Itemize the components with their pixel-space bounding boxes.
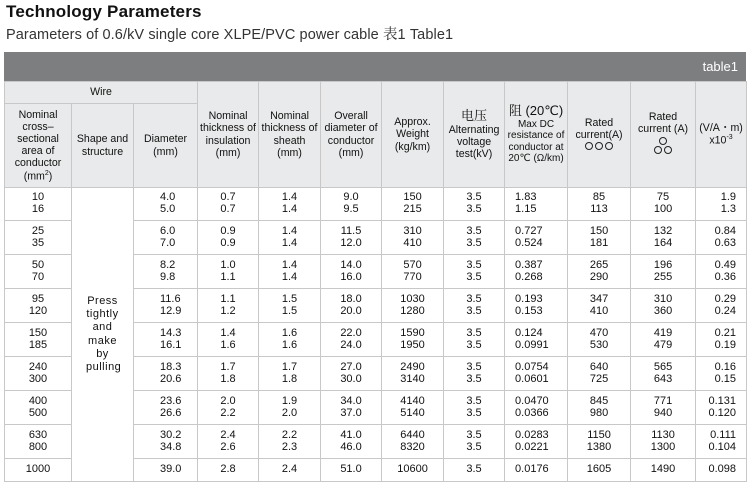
va-unit-label: (V/A・m) [699,122,743,135]
cell-diam: 8.2 9.8 [134,255,198,289]
cell-nom: 25 35 [5,221,72,255]
cell-nom: 95 120 [5,289,72,323]
cell-va: 1.9 1.3 [696,188,747,221]
cell-wt: 6440 8320 [382,425,444,459]
cell-cur1: 640 725 [568,357,631,391]
cell-diam: 4.0 5.0 [134,188,198,221]
cell-od: 11.5 12.0 [321,221,382,255]
cell-nom: 630 800 [5,425,72,459]
rated-current-1-label: Rated current(A) [575,117,623,142]
cell-sh: 1.5 1.5 [259,289,321,323]
cell-vt: 3.5 3.5 [444,391,505,425]
cell-cur2: 771 940 [631,391,696,425]
cell-sh: 1.6 1.6 [259,323,321,357]
cross-section-header: Nominal cross–sectional area of conductor $(mm^2)$ [5,104,72,188]
cell-diam: 23.6 26.6 [134,391,198,425]
cell-dc: 1.83 1.15 [505,188,568,221]
cell-od: 51.0 [321,459,382,482]
cell-cur1: 1605 [568,459,631,482]
cell-wt: 1590 1950 [382,323,444,357]
cell-ins: 2.4 2.6 [198,425,259,459]
cell-cur2: 1490 [631,459,696,482]
cell-nom: 10 16 [5,188,72,221]
va-unit-header [696,82,747,188]
table-row [5,188,747,221]
cell-vt: 3.5 [444,459,505,482]
cell-dc: 0.0176 [505,459,568,482]
cell-diam: 18.3 20.6 [134,357,198,391]
cell-dc: 0.387 0.268 [505,255,568,289]
cell-wt: 1030 1280 [382,289,444,323]
cell-dc: 0.193 0.153 [505,289,568,323]
resistance-cn-label: 阻 (20℃) [508,103,564,119]
cell-ins: 1.1 1.2 [198,289,259,323]
cell-od: 14.0 16.0 [321,255,382,289]
overall-diameter-header: Overall diameter of conductor (mm) [321,82,382,188]
cell-va: 0.29 0.24 [696,289,747,323]
cell-diam: 6.0 7.0 [134,221,198,255]
voltage-test-header [444,82,505,188]
cell-dc: 0.727 0.524 [505,221,568,255]
cell-va: 0.111 0.104 [696,425,747,459]
cell-cur1: 1150 1380 [568,425,631,459]
cell-nom: 400 500 [5,391,72,425]
wire-group-header: Wire [5,82,198,104]
cell-diam: 30.2 34.8 [134,425,198,459]
cell-od: 34.0 37.0 [321,391,382,425]
three-circles-triangle-icon [652,137,674,155]
cell-cur1: 845 980 [568,391,631,425]
cell-diam: 39.0 [134,459,198,482]
cell-nom: 240 300 [5,357,72,391]
cell-ins: 2.0 2.2 [198,391,259,425]
cell-sh: 2.4 [259,459,321,482]
cell-vt: 3.5 3.5 [444,323,505,357]
cell-sh: 1.9 2.0 [259,391,321,425]
cell-wt: 570 770 [382,255,444,289]
cell-cur2: 419 479 [631,323,696,357]
cell-od: 22.0 24.0 [321,323,382,357]
cell-va: 0.16 0.15 [696,357,747,391]
cell-nom: 150 185 [5,323,72,357]
cell-cur2: 196 255 [631,255,696,289]
cell-ins: 2.8 [198,459,259,482]
cell-od: 41.0 46.0 [321,425,382,459]
cell-ins: 0.7 0.7 [198,188,259,221]
cell-diam: 11.6 12.9 [134,289,198,323]
resistance-label: Max DC resistance of conductor at 20℃ (Ω/km) [507,118,565,165]
cell-cur1: 470 530 [568,323,631,357]
parameters-table [4,81,747,482]
cell-va: 0.84 0.63 [696,221,747,255]
shape-structure-header: Shape and structure [72,104,134,188]
cell-vt: 3.5 3.5 [444,255,505,289]
cell-vt: 3.5 3.5 [444,188,505,221]
sheath-thickness-header: Nominal thickness of sheath (mm) [259,82,321,188]
dc-resistance-header [505,82,568,188]
cell-wt: 10600 [382,459,444,482]
cell-va: 0.131 0.120 [696,391,747,425]
cell-wt: 310 410 [382,221,444,255]
cell-va: 0.21 0.19 [696,323,747,357]
table-tag: table1 [702,59,738,74]
va-scale-label: $x10^{-3}$ [709,134,733,147]
cell-sh: 1.7 1.8 [259,357,321,391]
cell-vt: 3.5 3.5 [444,289,505,323]
cell-ins: 1.7 1.8 [198,357,259,391]
cell-diam: 14.3 16.1 [134,323,198,357]
cell-va: 0.098 [696,459,747,482]
cell-shape-structure: Press tightly and make by pulling [72,188,134,482]
rated-current-1-header [568,82,631,188]
table-header-bar [4,52,746,81]
cell-cur2: 75 100 [631,188,696,221]
cell-ins: 0.9 0.9 [198,221,259,255]
rated-current-2-label: Rated current (A) [638,110,689,135]
cell-od: 18.0 20.0 [321,289,382,323]
cell-dc: 0.0470 0.0366 [505,391,568,425]
cell-cur1: 150 181 [568,221,631,255]
rated-current-2-header [631,82,696,188]
cell-cur2: 310 360 [631,289,696,323]
cell-dc: 0.124 0.0991 [505,323,568,357]
cell-od: 27.0 30.0 [321,357,382,391]
cell-wt: 2490 3140 [382,357,444,391]
cell-sh: 2.2 2.3 [259,425,321,459]
cell-cur1: 85 113 [568,188,631,221]
insulation-thickness-header: Nominal thickness of insulation (mm) [198,82,259,188]
voltage-label: Alternating voltage test(kV) [448,123,500,161]
cell-vt: 3.5 3.5 [444,221,505,255]
cell-sh: 1.4 1.4 [259,188,321,221]
parameters-table-body [5,188,747,482]
cell-dc: 0.0283 0.0221 [505,425,568,459]
cell-wt: 150 215 [382,188,444,221]
cell-cur1: 265 290 [568,255,631,289]
cell-wt: 4140 5140 [382,391,444,425]
cell-cur2: 565 643 [631,357,696,391]
page-subtitle: Parameters of 0.6/kV single core XLPE/PVC power cable 表1 Table1 [6,27,454,43]
cell-cur1: 347 410 [568,289,631,323]
cell-nom: 50 70 [5,255,72,289]
cell-ins: 1.4 1.6 [198,323,259,357]
cell-cur2: 1130 1300 [631,425,696,459]
cell-cur2: 132 164 [631,221,696,255]
diameter-header: Diameter (mm) [134,104,198,188]
cell-dc: 0.0754 0.0601 [505,357,568,391]
cell-sh: 1.4 1.4 [259,255,321,289]
cell-vt: 3.5 3.5 [444,357,505,391]
cell-sh: 1.4 1.4 [259,221,321,255]
cell-vt: 3.5 3.5 [444,425,505,459]
cell-od: 9.0 9.5 [321,188,382,221]
voltage-cn-label: 电压 [461,107,488,123]
cell-va: 0.49 0.36 [696,255,747,289]
approx-weight-header: Approx. Weight (kg/km) [382,82,444,188]
cell-nom: 1000 [5,459,72,482]
cell-ins: 1.0 1.1 [198,255,259,289]
page-title: Technology Parameters [6,2,202,21]
